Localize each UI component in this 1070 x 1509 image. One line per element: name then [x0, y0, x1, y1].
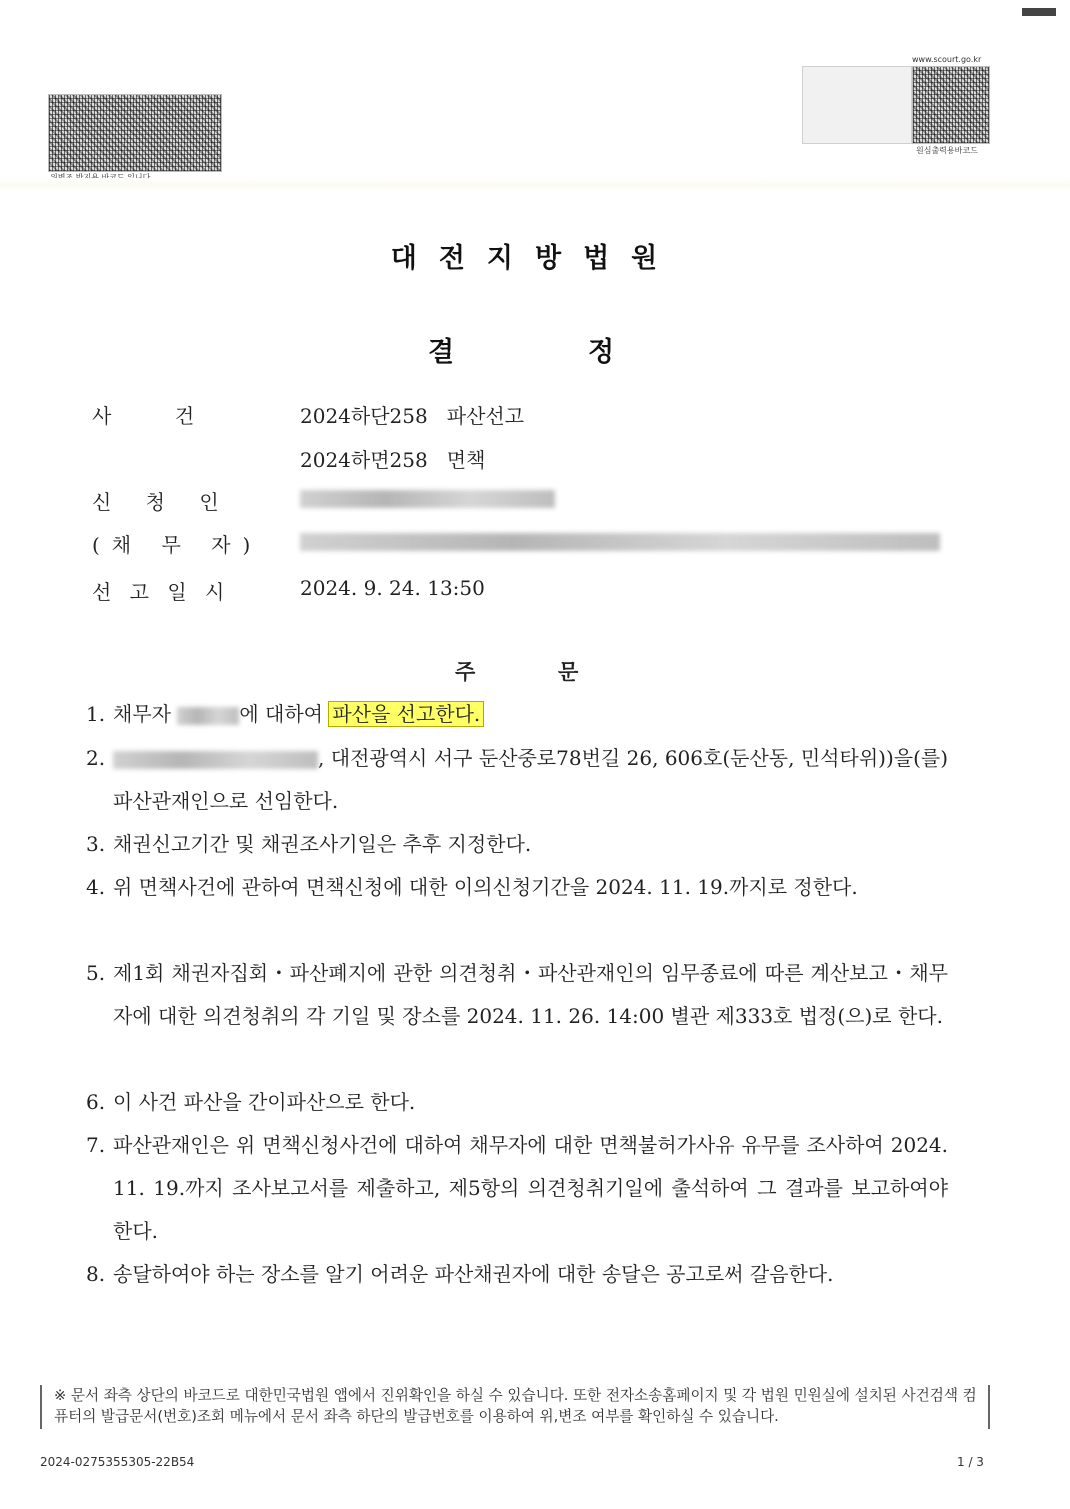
applicant-label: 신 청 인	[92, 490, 233, 514]
highlighted-text: 파산을 선고한다.	[329, 702, 483, 726]
barcode-blank-area	[802, 66, 912, 144]
redaction	[300, 533, 940, 551]
applicant-name-redacted	[300, 488, 555, 508]
case-number-2: 2024하면258 면책	[300, 448, 486, 472]
order-item-5: 5. 제1회 채권자집회・파산폐지에 관한 의견청취・파산관재인의 임무종료에 따른 계산보고・채무자에 대한 의견청취의 각 기일 및 장소를 2024. 11. 26. 14:00 별관 제333호 법정(으)로 한다.	[86, 961, 948, 1028]
debtor-label: (채 무 자)	[92, 533, 263, 557]
anti-forgery-barcode	[48, 94, 222, 172]
declaration-datetime: 2024. 9. 24. 13:50	[300, 576, 485, 600]
redaction	[300, 490, 555, 508]
doc-type-first: 결	[428, 337, 455, 368]
order-item-2: 2. , 대전광역시 서구 둔산중로78번길 26, 606호(둔산동, 민석타위))을(를) 파산관재인으로 선임한다.	[86, 746, 948, 813]
page-number: 1 / 3	[957, 1455, 984, 1469]
court-name: 대전지방법원	[390, 243, 680, 274]
output-barcode	[912, 66, 990, 144]
site-url: www.scourt.go.kr	[912, 55, 982, 64]
case-number-1: 2024하단258 파산선고	[300, 404, 525, 428]
applicant-address-redacted	[300, 531, 940, 551]
redaction	[177, 707, 239, 725]
order-item-6: 6. 이 사건 파산을 간이파산으로 한다.	[86, 1090, 416, 1114]
redaction	[113, 751, 318, 769]
output-barcode-caption: 원심출력용바코드	[916, 146, 978, 155]
doc-type-second: 정	[588, 337, 615, 368]
order-item-3: 3. 채권신고기간 및 채권조사기일은 추후 지정한다.	[86, 832, 532, 856]
order-heading-second: 문	[558, 659, 579, 684]
scan-band	[0, 178, 1070, 192]
order-heading-first: 주	[455, 659, 476, 684]
order-item-4: 4. 위 면책사건에 관하여 면책신청에 대한 이의신청기간을 2024. 11. 19.까지로 정한다.	[86, 875, 858, 899]
verification-notice: ※ 문서 좌측 상단의 바코드로 대한민국법원 앱에서 진위확인을 하실 수 있습니다. 또한 전자소송홈페이지 및 각 법원 민원실에 설치된 사건검색 컴퓨터의 발급문서(번호)조회 메뉴에서 문서 좌측 하단의 발급번호를 이용하여 위,변조 여부를 확인하실 수 있습니다.	[40, 1385, 990, 1429]
order-item-8: 8. 송달하여야 하는 장소를 알기 어려운 파산채권자에 대한 송달은 공고로써 갈음한다.	[86, 1262, 834, 1286]
issue-number: 2024-0275355305-22B54	[40, 1455, 195, 1469]
order-item-7: 7. 파산관재인은 위 면책신청사건에 대하여 채무자에 대한 면책불허가사유 유무를 조사하여 2024. 11. 19.까지 조사보고서를 제출하고, 제5항의 의견청취기일에 출석하여 그 결과를 보고하여야 한다.	[86, 1133, 948, 1243]
order-item-1: 1. 채무자 에 대하여 파산을 선고한다.	[86, 693, 948, 736]
scan-mark	[1022, 8, 1056, 16]
declaration-label: 선 고 일 시	[92, 580, 231, 604]
case-label: 사 건	[92, 404, 195, 428]
